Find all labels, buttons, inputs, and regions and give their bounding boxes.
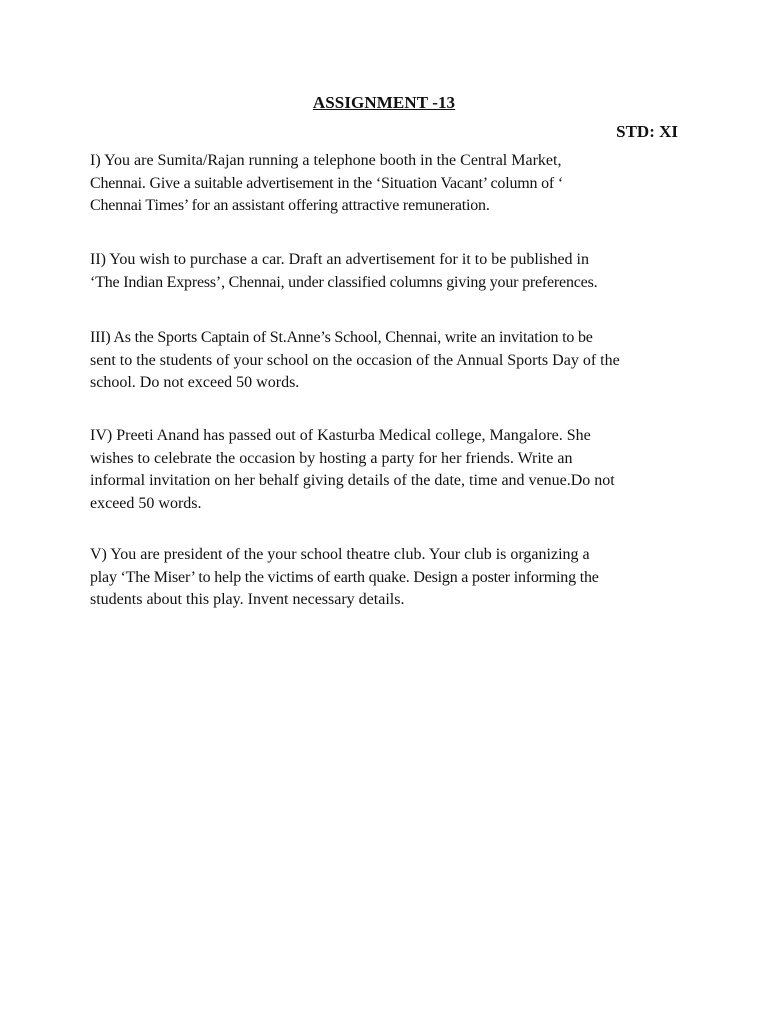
question-line: V) You are president of the your school theatre club. Your club is organizing a: [90, 546, 590, 563]
assignment-title: ASSIGNMENT -13: [312, 93, 456, 112]
question-line: wishes to celebrate the occasion by hosting a party for her friends. Write an: [90, 449, 573, 467]
question-line: play ‘The Miser’ to help the victims of earth quake. Design a poster informing the: [90, 568, 599, 586]
question-3: [90, 327, 690, 395]
question-line: I) You are Sumita/Rajan running a telephone booth in the Central Market,: [90, 152, 562, 169]
question-line: school. Do not exceed 50 words.: [90, 374, 300, 391]
question-line: Chennai. Give a suitable advertisement in the ‘Situation Vacant’ column of ‘: [90, 174, 563, 192]
question-line: IV) Preeti Anand has passed out of Kasturba Medical college, Mangalore. She: [90, 427, 591, 444]
question-line: III) As the Sports Captain of St.Anne’s School, Chennai, write an invitation to be: [90, 329, 593, 346]
question-line: sent to the students of your school on the occasion of the Annual Sports Day of the: [90, 351, 620, 369]
question-line: informal invitation on her behalf giving details of the date, time and venue.Do not: [90, 472, 615, 489]
standard-label: STD: XI: [616, 122, 678, 141]
question-2: [90, 249, 690, 294]
question-1: [90, 150, 690, 218]
question-line: II) You wish to purchase a car. Draft an advertisement for it to be published in: [90, 251, 589, 268]
question-5: [90, 544, 690, 612]
question-line: ‘The Indian Express’, Chennai, under classified columns giving your preferences.: [90, 273, 598, 291]
question-line: students about this play. Invent necessary details.: [90, 591, 405, 608]
question-line: Chennai Times’ for an assistant offering attractive remuneration.: [90, 197, 490, 214]
question-4: [90, 425, 690, 515]
question-line: exceed 50 words.: [90, 494, 202, 512]
